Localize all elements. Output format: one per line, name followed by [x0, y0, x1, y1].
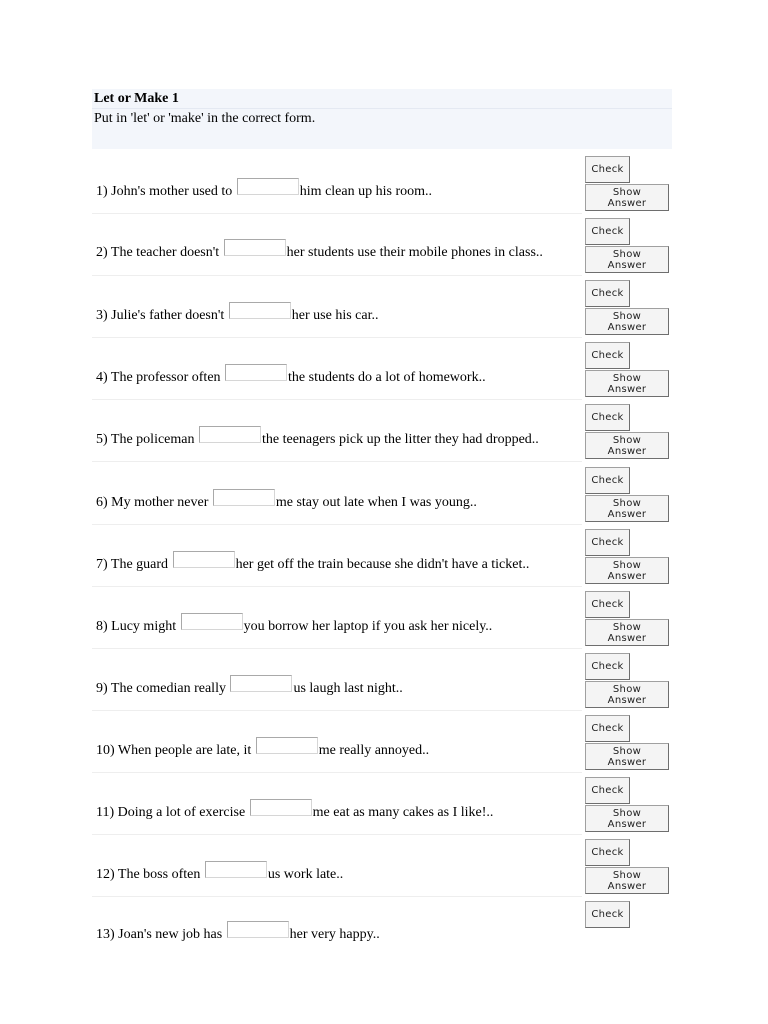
show-answer-label: Show Answer: [607, 559, 647, 582]
answer-input[interactable]: [237, 178, 299, 195]
question-sentence: [96, 799, 582, 821]
question-text-before: 5) The policeman: [96, 432, 195, 447]
show-answer-label: Show Answer: [607, 186, 647, 209]
answer-input[interactable]: [225, 364, 287, 381]
question-row: [92, 214, 672, 276]
check-button[interactable]: Check: [585, 404, 630, 431]
question-text-after: the teenagers pick up the litter they had dropped..: [262, 432, 539, 447]
question-text-after: her students use their mobile phones in class..: [286, 245, 543, 260]
check-button[interactable]: Check: [585, 529, 630, 556]
check-button[interactable]: Check: [585, 901, 630, 928]
question-row: [92, 338, 672, 400]
show-answer-button[interactable]: [585, 681, 669, 708]
show-answer-button[interactable]: [585, 743, 669, 770]
question-text-after: you borrow her laptop if you ask her nicely..: [243, 619, 493, 634]
question-text-before: 1) John's mother used to: [96, 184, 233, 199]
show-answer-button[interactable]: [585, 867, 669, 894]
show-answer-label: Show Answer: [607, 869, 647, 892]
question-sentence: [96, 239, 582, 261]
check-button[interactable]: Check: [585, 280, 630, 307]
show-answer-label: Show Answer: [607, 497, 647, 520]
question-sentence: [96, 302, 582, 324]
show-answer-label: Show Answer: [607, 310, 647, 333]
show-answer-label: Show Answer: [607, 248, 647, 271]
show-answer-label: Show Answer: [607, 745, 647, 768]
question-row: [92, 649, 672, 711]
show-answer-button[interactable]: [585, 495, 669, 522]
question-sentence: [96, 921, 582, 943]
answer-input[interactable]: [229, 302, 291, 319]
exercise-header: [92, 89, 672, 149]
check-button[interactable]: Check: [585, 218, 630, 245]
question-sentence: [96, 551, 582, 573]
check-button[interactable]: Check: [585, 467, 630, 494]
check-button[interactable]: Check: [585, 839, 630, 866]
answer-input[interactable]: [230, 675, 292, 692]
question-text-before: 12) The boss often: [96, 867, 201, 882]
exercise-instruction: Put in 'let' or 'make' in the correct form.: [94, 111, 316, 126]
answer-input[interactable]: [181, 613, 243, 630]
question-sentence: [96, 737, 582, 759]
question-row: [92, 276, 672, 338]
question-row: [92, 711, 672, 773]
question-text-before: 2) The teacher doesn't: [96, 245, 220, 260]
question-text-after: me really annoyed..: [318, 743, 430, 758]
answer-input[interactable]: [173, 551, 235, 568]
show-answer-button[interactable]: [585, 370, 669, 397]
question-text-before: 11) Doing a lot of exercise: [96, 805, 246, 820]
question-sentence: [96, 675, 582, 697]
question-text-after: her use his car..: [291, 308, 379, 323]
question-text-before: 10) When people are late, it: [96, 743, 252, 758]
question-text-before: 13) Joan's new job has: [96, 927, 223, 942]
question-row: [92, 897, 672, 959]
question-text-after: her get off the train because she didn't have a ticket..: [235, 557, 530, 572]
question-row: [92, 463, 672, 525]
question-text-before: 7) The guard: [96, 557, 169, 572]
question-row: [92, 773, 672, 835]
question-sentence: [96, 489, 582, 511]
question-text-after: her very happy..: [289, 927, 380, 942]
show-answer-button[interactable]: [585, 619, 669, 646]
question-text-before: 6) My mother never: [96, 495, 209, 510]
answer-input[interactable]: [250, 799, 312, 816]
check-button[interactable]: Check: [585, 777, 630, 804]
answer-input[interactable]: [256, 737, 318, 754]
show-answer-label: Show Answer: [607, 372, 647, 395]
question-sentence: [96, 426, 582, 448]
question-text-after: us work late..: [267, 867, 344, 882]
question-text-after: us laugh last night..: [293, 681, 403, 696]
header-divider: [92, 108, 672, 109]
row-divider: [92, 461, 582, 462]
question-sentence: [96, 178, 582, 200]
question-text-before: 3) Julie's father doesn't: [96, 308, 225, 323]
show-answer-button[interactable]: [585, 805, 669, 832]
check-button[interactable]: Check: [585, 653, 630, 680]
question-text-after: the students do a lot of homework..: [288, 370, 486, 385]
show-answer-button[interactable]: [585, 557, 669, 584]
show-answer-label: Show Answer: [607, 807, 647, 830]
answer-input[interactable]: [224, 239, 286, 256]
question-text-after: me stay out late when I was young..: [275, 495, 477, 510]
answer-input[interactable]: [205, 861, 267, 878]
show-answer-button[interactable]: [585, 432, 669, 459]
question-text-after: me eat as many cakes as I like!..: [312, 805, 494, 820]
show-answer-button[interactable]: [585, 184, 669, 211]
exercise-title: Let or Make 1: [94, 91, 179, 106]
question-row: [92, 400, 672, 462]
question-row: [92, 152, 672, 214]
question-text-before: 8) Lucy might: [96, 619, 177, 634]
question-row: [92, 525, 672, 587]
check-button[interactable]: Check: [585, 156, 630, 183]
show-answer-label: Show Answer: [607, 683, 647, 706]
question-sentence: [96, 613, 582, 635]
question-text-before: 9) The comedian really: [96, 681, 226, 696]
question-text-before: 4) The professor often: [96, 370, 221, 385]
show-answer-button[interactable]: [585, 308, 669, 335]
show-answer-label: Show Answer: [607, 621, 647, 644]
question-sentence: [96, 861, 582, 883]
question-text-after: him clean up his room..: [299, 184, 432, 199]
check-button[interactable]: Check: [585, 591, 630, 618]
question-row: [92, 587, 672, 649]
show-answer-button[interactable]: [585, 246, 669, 273]
question-row: [92, 835, 672, 897]
check-button[interactable]: Check: [585, 342, 630, 369]
question-sentence: [96, 364, 582, 386]
answer-input[interactable]: [213, 489, 275, 506]
show-answer-label: Show Answer: [607, 434, 647, 457]
answer-input[interactable]: [227, 921, 289, 938]
answer-input[interactable]: [199, 426, 261, 443]
check-button[interactable]: Check: [585, 715, 630, 742]
